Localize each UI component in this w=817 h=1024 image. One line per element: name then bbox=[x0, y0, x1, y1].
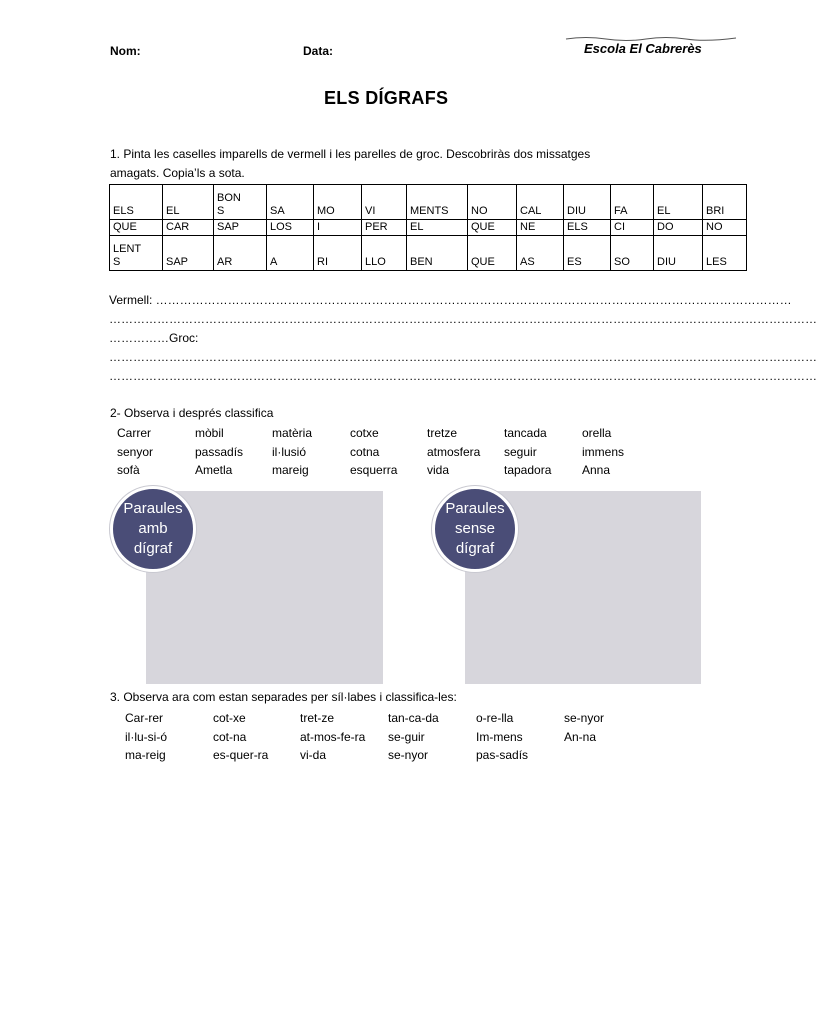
word-item: seguir bbox=[504, 444, 537, 459]
without-digraph-label-line: sense bbox=[454, 520, 496, 537]
word-item: se-nyor bbox=[564, 711, 605, 725]
syllable-grid bbox=[109, 184, 747, 271]
word-item: orella bbox=[582, 426, 612, 440]
grid-cell[interactable]: MO bbox=[314, 185, 362, 220]
grid-cell[interactable]: QUE bbox=[468, 220, 517, 236]
word-item: Carrer bbox=[117, 426, 152, 440]
word-item: il·lusió bbox=[272, 444, 307, 459]
exercise3-instruction: 3. Observa ara com estan separades per síl·labes i classifica-les: bbox=[110, 690, 457, 704]
date-label: Data: bbox=[303, 44, 334, 58]
word-item: senyor bbox=[117, 444, 154, 459]
grid-cell[interactable]: AS bbox=[517, 236, 564, 271]
grid-cell[interactable]: A bbox=[267, 236, 314, 271]
exercise3-word-list bbox=[125, 709, 625, 765]
word-item: cotxe bbox=[350, 426, 379, 440]
word-item: se-guir bbox=[388, 729, 425, 744]
groc-answer-line[interactable]: ……………Groc: bbox=[109, 331, 199, 345]
without-digraph-label-line: dígraf bbox=[455, 540, 495, 557]
word-item: Im-mens bbox=[476, 729, 523, 744]
grid-cell[interactable]: MENTS bbox=[407, 185, 468, 220]
grid-cell[interactable]: DIU bbox=[564, 185, 611, 220]
grid-cell[interactable]: NO bbox=[703, 220, 747, 236]
word-item: cot-xe bbox=[213, 711, 246, 725]
grid-cell[interactable]: CAR bbox=[163, 220, 214, 236]
word-item: Anna bbox=[582, 463, 611, 477]
with-digraph-label-line: Paraules bbox=[123, 500, 183, 517]
grid-cell[interactable]: QUE bbox=[468, 236, 517, 271]
grid-cell[interactable]: DIU bbox=[654, 236, 703, 271]
grid-cell[interactable]: CI bbox=[611, 220, 654, 236]
word-item: matèria bbox=[272, 426, 313, 440]
word-item: at-mos-fe-ra bbox=[300, 729, 366, 744]
word-item: immens bbox=[582, 444, 625, 459]
word-item: il·lu-si-ó bbox=[125, 729, 167, 744]
word-item: mòbil bbox=[195, 426, 224, 440]
groc-answer-line-2[interactable]: …………………………………………………………………………………………………………………………………………………………… bbox=[109, 350, 817, 364]
grid-cell[interactable]: LES bbox=[703, 236, 747, 271]
grid-cell[interactable]: ELS bbox=[564, 220, 611, 236]
word-item: ma-reig bbox=[125, 748, 166, 762]
word-item: Ametla bbox=[195, 463, 233, 477]
word-item: atmosfera bbox=[427, 444, 481, 459]
grid-cell[interactable]: LLO bbox=[362, 236, 407, 271]
name-label: Nom: bbox=[110, 44, 141, 58]
grid-cell[interactable]: FA bbox=[611, 185, 654, 220]
grid-cell[interactable]: EL bbox=[163, 185, 214, 220]
with-digraph-label bbox=[110, 486, 196, 572]
grid-cell[interactable]: CAL bbox=[517, 185, 564, 220]
without-digraph-label-line: Paraules bbox=[445, 500, 505, 517]
word-item: o-re-lla bbox=[476, 711, 514, 725]
exercise1-instruction-line2: amagats. Copia’ls a sota. bbox=[110, 166, 245, 180]
word-item: mareig bbox=[272, 463, 309, 477]
vermell-answer-line[interactable]: Vermell: …………………………………………………………………………………………………………………………………………… bbox=[109, 293, 792, 307]
grid-cell[interactable]: ES bbox=[564, 236, 611, 271]
grid-cell[interactable]: ELS bbox=[110, 185, 163, 220]
grid-cell[interactable]: SO bbox=[611, 236, 654, 271]
grid-row bbox=[110, 185, 747, 220]
vermell-answer-line-2[interactable]: …………………………………………………………………………………………………………………………………………………………… bbox=[109, 312, 817, 326]
grid-cell[interactable]: DO bbox=[654, 220, 703, 236]
page-title: ELS DÍGRAFS bbox=[324, 88, 449, 108]
exercise2-word-list bbox=[117, 424, 657, 480]
word-item: tancada bbox=[504, 426, 547, 440]
grid-cell[interactable]: QUE bbox=[110, 220, 163, 236]
word-item: tret-ze bbox=[300, 711, 335, 725]
word-item: vi-da bbox=[300, 748, 327, 762]
word-item: cot-na bbox=[213, 729, 247, 744]
word-item: tapadora bbox=[504, 463, 552, 477]
grid-cell[interactable]: AR bbox=[214, 236, 267, 271]
grid-cell[interactable]: SAP bbox=[163, 236, 214, 271]
with-digraph-label-line: amb bbox=[138, 520, 168, 537]
grid-cell[interactable]: SA bbox=[267, 185, 314, 220]
grid-cell[interactable]: NE bbox=[517, 220, 564, 236]
grid-cell[interactable]: LOS bbox=[267, 220, 314, 236]
grid-cell[interactable]: RI bbox=[314, 236, 362, 271]
grid-cell[interactable]: NO bbox=[468, 185, 517, 220]
word-item: tan-ca-da bbox=[388, 711, 439, 725]
grid-row bbox=[110, 236, 747, 271]
school-name: Escola El Cabrerès bbox=[584, 41, 702, 56]
grid-cell[interactable]: I bbox=[314, 220, 362, 236]
exercise1-instruction-line1: 1. Pinta les caselles imparells de vermell i les parelles de groc. Descobriràs dos missatges bbox=[110, 147, 591, 161]
grid-cell[interactable]: BEN bbox=[407, 236, 468, 271]
with-digraph-label-line: dígraf bbox=[133, 540, 173, 557]
grid-row bbox=[110, 220, 747, 236]
word-item: cotna bbox=[350, 444, 380, 459]
word-item: sofà bbox=[117, 463, 140, 477]
word-item: es-quer-ra bbox=[213, 748, 269, 762]
grid-cell[interactable]: EL bbox=[654, 185, 703, 220]
grid-cell[interactable]: LENT S bbox=[110, 236, 163, 271]
word-item: se-nyor bbox=[388, 748, 429, 762]
word-item: passadís bbox=[195, 444, 244, 459]
grid-cell[interactable]: SAP bbox=[214, 220, 267, 236]
grid-cell[interactable]: PER bbox=[362, 220, 407, 236]
word-item: esquerra bbox=[350, 463, 398, 477]
grid-cell[interactable]: BON S bbox=[214, 185, 267, 220]
without-digraph-label bbox=[432, 486, 518, 572]
word-item: Car-rer bbox=[125, 711, 163, 725]
groc-answer-line-3[interactable]: …………………………………………………………………………………………………………………………………………………………… bbox=[109, 369, 817, 383]
grid-cell[interactable]: EL bbox=[407, 220, 468, 236]
word-item: tretze bbox=[427, 426, 458, 440]
exercise2-instruction: 2- Observa i després classifica bbox=[110, 406, 274, 420]
word-item: vida bbox=[427, 463, 450, 477]
grid-cell[interactable]: VI bbox=[362, 185, 407, 220]
word-item: pas-sadís bbox=[476, 748, 529, 762]
grid-cell[interactable]: BRI bbox=[703, 185, 747, 220]
word-item: An-na bbox=[564, 729, 597, 744]
